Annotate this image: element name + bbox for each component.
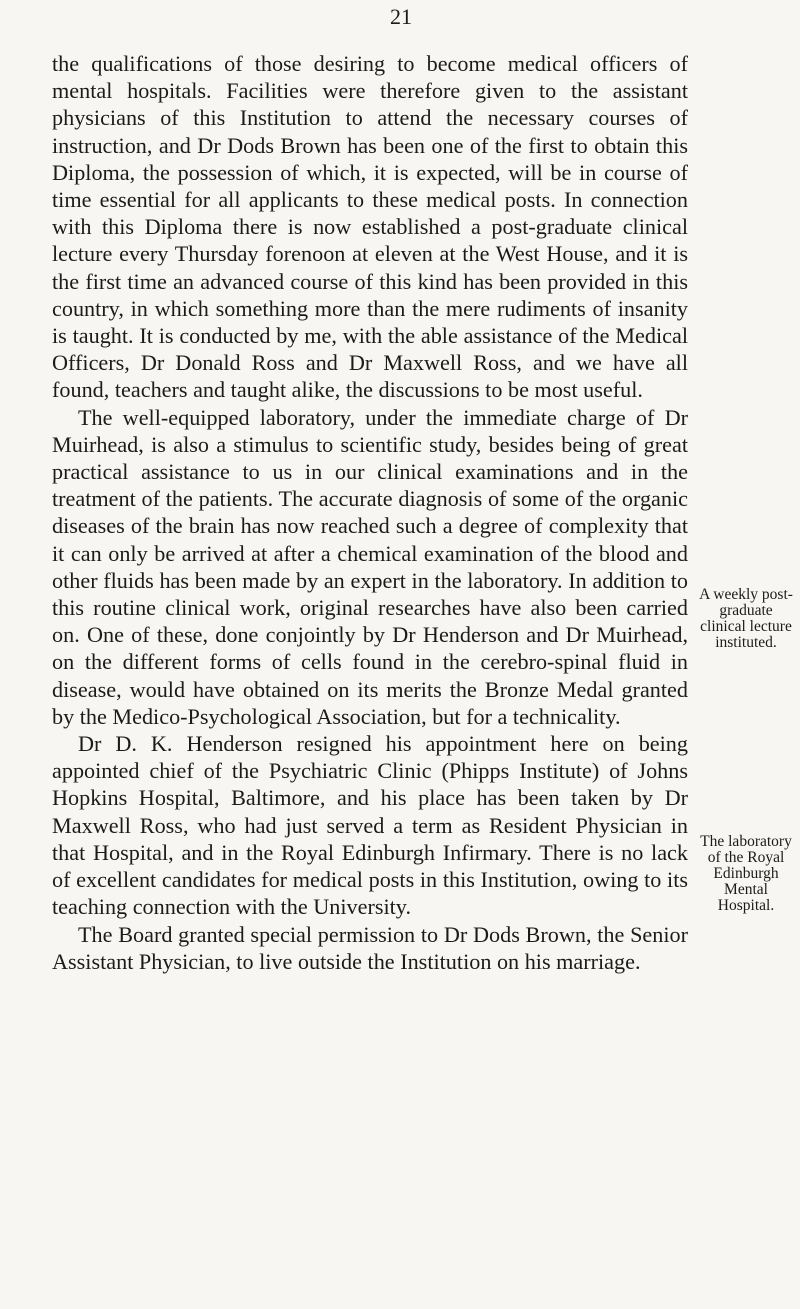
page-number: 21: [390, 4, 412, 29]
margin-note-laboratory: The laboratory of the Royal Edinburgh Mental Hospital.: [700, 833, 792, 914]
paragraph-1: the qualifications of those desiring to become medical officers of mental hospitals. Facilities were therefore given to the assistant physicians of this Institution to attend the necessary courses of instruction, and Dr Dods Brown has been one of the first to obtain this Diploma, the possession of which, it is expected, will be in course of time essential for all applicants to these medical posts. In connection with this Diploma there is now established a post-graduate clinical lecture every Thursday forenoon at eleven at the West House, and it is the first time an advanced course of this kind has been provided in this country, in which something more than the mere rudiments of insanity is taught. It is conducted by me, with the able assistance of the Medical Officers, Dr Donald Ross and Dr Maxwell Ross, and we have all found, teachers and taught alike, the discussions to be most useful.: [52, 51, 688, 403]
margin-note-lecture: A weekly post-graduate clinical lecture instituted.: [699, 586, 793, 651]
paragraph-3: Dr D. K. Henderson resigned his appointment here on being appointed chief of the Psychiatric Clinic (Phipps Institute) of Johns Hopkins Hospital, Baltimore, and his place has been taken by Dr Maxwell Ross, who had just served a term as Resident Physician in that Hospital, and in the Royal Edinburgh Infirmary. There is no lack of excellent candidates for medical posts in this Institution, owing to its teaching connection with the University.: [52, 731, 688, 920]
paragraph-4: The Board granted special permission to Dr Dods Brown, the Senior Assistant Physician, to live outside the Institution on his marriage.: [52, 921, 688, 974]
body-text: [52, 50, 688, 975]
paragraph-2: The well-equipped laboratory, under the immediate charge of Dr Muirhead, is also a stimulus to scientific study, besides being of great practical assistance to us in our clinical examinations and in the treatment of the patients. The accurate diagnosis of some of the organic diseases of the brain has now reached such a degree of complexity that it can only be arrived at after a chemical examination of the blood and other fluids has been made by an expert in the laboratory. In addition to this routine clinical work, original researches have also been carried on. One of these, done conjointly by Dr Henderson and Dr Muirhead, on the different forms of cells found in the cerebro-spinal fluid in disease, would have obtained on its merits the Bronze Medal granted by the Medico-Psychological Association, but for a technicality.: [52, 404, 688, 729]
